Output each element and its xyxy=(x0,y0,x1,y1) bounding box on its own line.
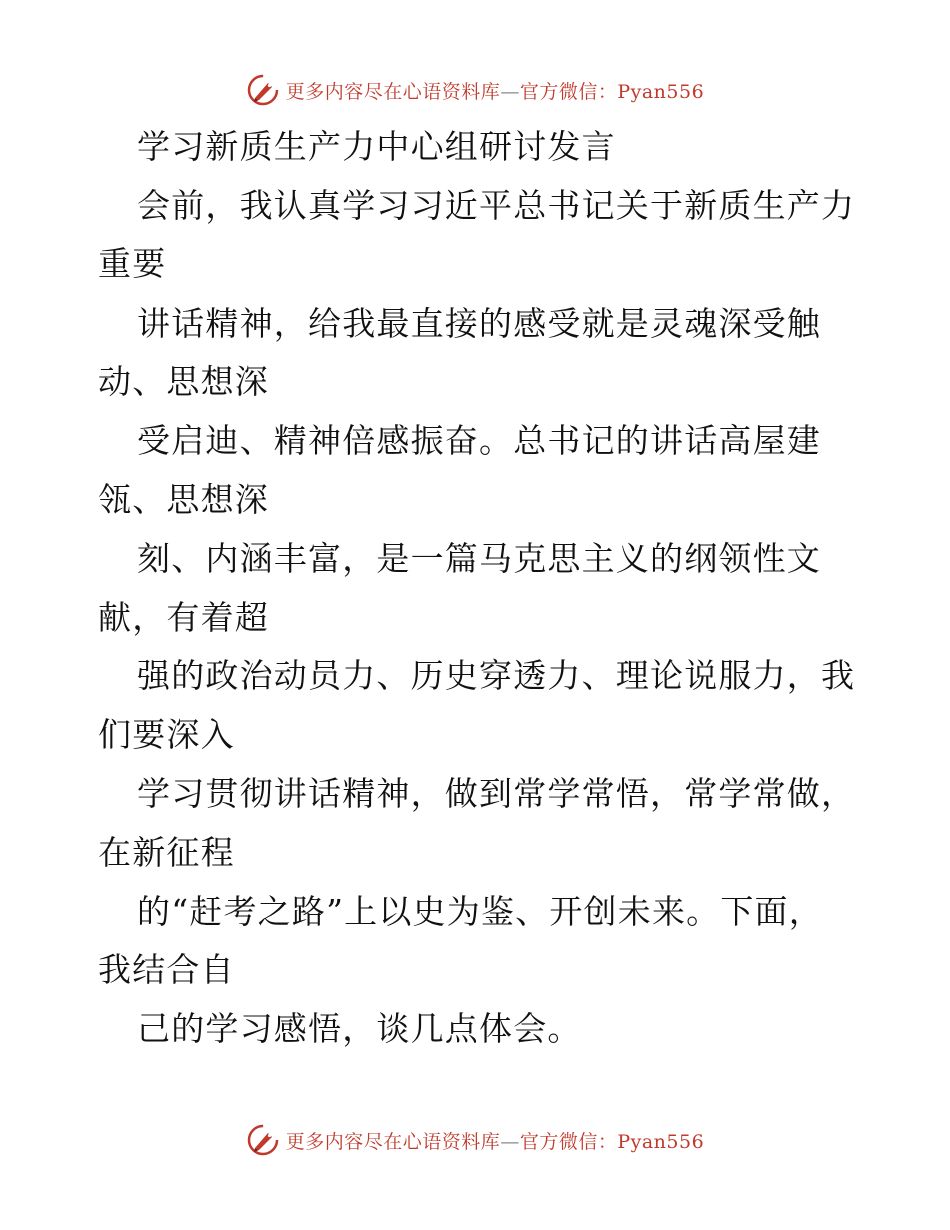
pen-nib-logo-icon xyxy=(246,1123,280,1157)
footer-banner xyxy=(0,1118,950,1162)
paragraph-line: 刻、内涵丰富，是一篇马克思主义的纲领性文 xyxy=(137,539,821,578)
header-banner xyxy=(0,68,950,112)
paragraph-line: 动、思想深 xyxy=(98,362,269,401)
pen-nib-logo-icon xyxy=(246,73,280,107)
banner-text xyxy=(286,77,704,104)
banner-wechat-label: 官方微信： xyxy=(519,80,618,103)
paragraph-line: 我结合自 xyxy=(98,950,235,989)
banner-site-name: 更多内容尽在心语资料库 xyxy=(285,80,501,103)
banner-wechat-id: Pyan556 xyxy=(617,1130,705,1153)
paragraph-line: 的“赶考之路”上以史为鉴、开创未来。下面， xyxy=(137,892,823,931)
banner-content xyxy=(246,1123,704,1157)
banner-wechat-id: Pyan556 xyxy=(617,80,705,103)
banner-text xyxy=(286,1127,704,1154)
banner-separator: — xyxy=(500,1130,520,1153)
banner-content xyxy=(246,73,704,107)
banner-wechat-label: 官方微信： xyxy=(519,1130,618,1153)
paragraph-line: 学习贯彻讲话精神，做到常学常悟，常学常做， xyxy=(137,774,856,813)
paragraph-line: 受启迪、精神倍感振奋。总书记的讲话高屋建 xyxy=(137,421,821,460)
paragraph-line: 会前，我认真学习习近平总书记关于新质生产力 xyxy=(137,186,856,225)
banner-separator: — xyxy=(500,80,520,103)
paragraph-line: 己的学习感悟，谈几点体会。 xyxy=(137,1009,582,1048)
document-title: 学习新质生产力中心组研讨发言 xyxy=(137,127,616,166)
paragraph-line: 们要深入 xyxy=(98,715,235,754)
banner-site-name: 更多内容尽在心语资料库 xyxy=(285,1130,501,1153)
paragraph-line: 瓴、思想深 xyxy=(98,480,269,519)
paragraph-line: 在新征程 xyxy=(98,833,235,872)
paragraph-line: 强的政治动员力、历史穿透力、理论说服力，我 xyxy=(137,656,856,695)
paragraph-line: 献，有着超 xyxy=(98,598,269,637)
paragraph-line: 重要 xyxy=(98,244,167,283)
paragraph-line: 讲话精神，给我最直接的感受就是灵魂深受触 xyxy=(137,304,821,343)
